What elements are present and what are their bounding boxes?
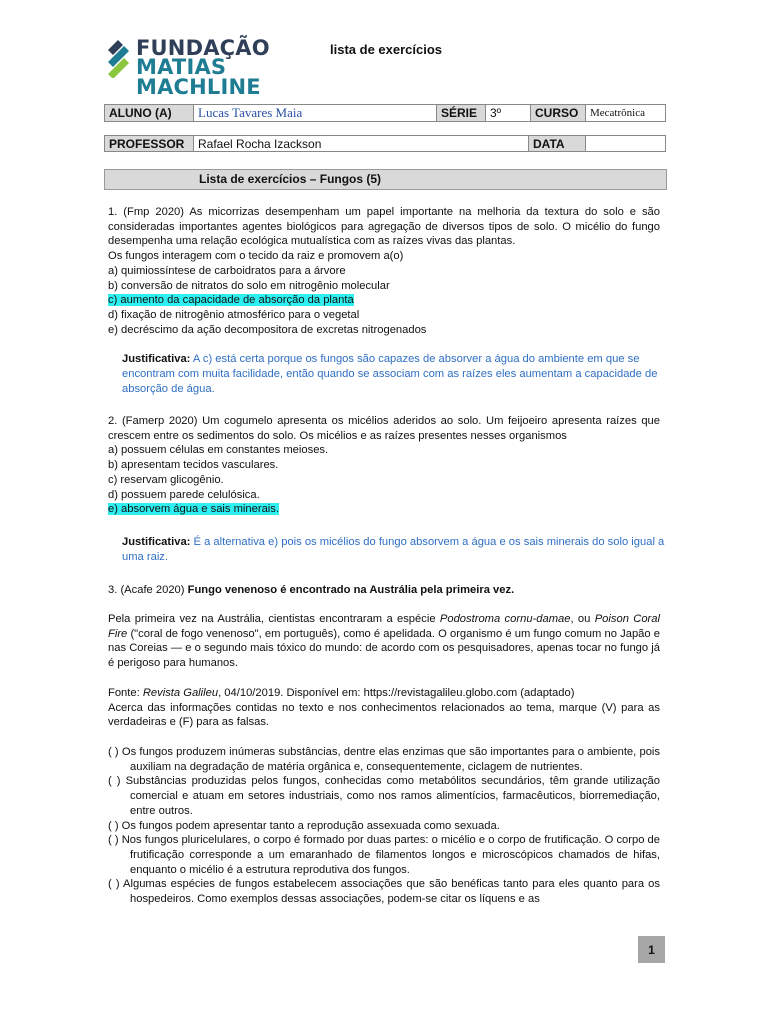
q3-source-b: , 04/10/2019. Disponível em: https://revistagalileu.globo.com (adaptado) (218, 687, 575, 699)
q3-item: ( ) Os fungos podem apresentar tanto a reprodução assexuada como sexuada. (108, 819, 500, 832)
serie-value[interactable]: 3º (486, 105, 531, 122)
q2-stem: 2. (Famerp 2020) Um cogumelo apresenta os micélios aderidos ao solo. Um feijoeiro apresenta raízes que crescem entre os sedimentos do solo. Os micélios e as raízes presentes nesses organismos (108, 415, 660, 442)
q3-item: ( ) Substâncias produzidas pelos fungos, conhecidas como metabólitos secundários, têm grande utilização comercial e atuam em setores industriais, como nos ramos alimentícios, farmacêuticos, biorremediação, entre outros. (108, 775, 660, 817)
q3-item: ( ) Algumas espécies de fungos estabelecem associações que são benéficas tanto para eles quanto para os hospedeiros. Como exemplos dessas associações, podem-se citar os líquens e as (108, 878, 660, 906)
q2-just-text: É a alternativa e) pois os micélios do fungo absorvem a água e os sais minerais do solo igual a uma raiz. (122, 536, 665, 563)
foundation-logo (106, 36, 316, 99)
q2-option-d: d) possuem parede celulósica. (108, 488, 260, 501)
q1-stem: 1. (Fmp 2020) As micorrizas desempenham um papel importante na melhoria da textura do solo e são consideradas importantes agentes biológicos para agregação de diversos tipos de solo. O micélio do fungo desempenha uma relação ecológica mutualística com as raízes vivas das plantas. (108, 206, 660, 248)
q2-option-b: b) apresentam tecidos vasculares. (108, 459, 279, 472)
q2-option-c: c) reservam glicogênio. (108, 473, 224, 486)
curso-label: CURSO (531, 105, 586, 122)
professor-label: PROFESSOR (105, 136, 194, 152)
q3-species: Podostroma cornu-damae (439, 613, 571, 625)
q1-option-d: d) fixação de nitrogênio atmosférico para o vegetal (108, 308, 360, 321)
q3-instruction: Acerca das informações contidas no texto e nos conhecimentos relacionados ao tema, marque (V) para as verdadeiras e (F) para as falsas. (108, 701, 660, 729)
q2-justification (122, 535, 670, 565)
q3-true-false-items (108, 745, 660, 907)
curso-value[interactable]: Mecatrônica (586, 105, 666, 122)
q3-number: 3. (Acafe 2020) (108, 584, 185, 596)
logo-line1: FUNDAÇÃO (136, 36, 270, 60)
q1-option-e: e) decréscimo da ação decompositora de excretas nitrogenados (108, 323, 427, 336)
aluno-label: ALUNO (A) (105, 105, 194, 122)
q3-source (108, 686, 660, 730)
q3-common-name: Poison Coral Fire (108, 613, 660, 640)
q1-option-a: a) quimiossíntese de carboidratos para a árvore (108, 264, 346, 277)
page-number-box (638, 936, 665, 963)
question-3-heading (108, 583, 660, 598)
data-label: DATA (529, 136, 586, 152)
aluno-value[interactable]: Lucas Tavares Maia (194, 105, 437, 122)
q3-item: ( ) Nos fungos pluricelulares, o corpo é formado por duas partes: o micélio e o corpo de frutificação. O corpo de frutificação corresponde a um emaranhado de filamentos longos e microscópicos chamados de hifas, enquanto o micélio é a estrutura reprodutiva dos fungos. (108, 834, 660, 876)
q3-p1-a: Pela primeira vez na Austrália, cientistas encontraram a espécie (108, 613, 436, 625)
document-title: lista de exercícios (330, 42, 443, 57)
question-1 (108, 205, 660, 337)
logo-mark-icon (106, 38, 132, 78)
q3-p1-b: , ou (570, 613, 591, 625)
q3-item: ( ) Os fungos produzem inúmeras substâncias, dentre elas enzimas que são importantes para o ambiente, pois auxiliam na degradação de matéria orgânica e, consequentemente, ciclagem de nutrientes. (108, 746, 660, 773)
q2-option-e-highlighted: e) absorvem água e sais minerais. (108, 503, 279, 516)
q1-just-text: A c) está certa porque os fungos são capazes de absorver a água do ambiente em que se encontram com muita facilidade, então quando se associam com as raízes eles aumentam a capacidade de absorção de água. (122, 353, 658, 395)
q3-paragraph (108, 612, 660, 671)
q1-option-b: b) conversão de nitratos do solo em nitrogênio molecular (108, 279, 390, 292)
list-title: Lista de exercícios – Fungos (5) (199, 172, 382, 186)
q2-just-label: Justificativa: (122, 536, 191, 548)
q2-option-a: a) possuem células em constantes meioses. (108, 444, 329, 457)
logo-line2: MATIAS MACHLINE (136, 55, 261, 99)
data-value[interactable] (586, 136, 666, 152)
list-title-bar (104, 169, 667, 190)
q1-justification (122, 352, 670, 397)
q1-option-c-highlighted: c) aumento da capacidade de absorção da planta (108, 294, 354, 307)
q3-headline: Fungo venenoso é encontrado na Austrália pela primeira vez. (187, 584, 515, 596)
serie-label: SÉRIE (437, 105, 486, 122)
question-2 (108, 414, 660, 517)
page-number: 1 (648, 943, 655, 957)
professor-value[interactable]: Rafael Rocha Izackson (194, 136, 529, 152)
student-info-table (104, 104, 666, 122)
q3-p1-c: ("coral de fogo venenoso", em português), como é apelidada. O organismo é um fungo comum no Japão e nas Coreias — e o segundo mais tóxico do mundo: de acordo com os pesquisadores, apenas tocar no fungo já é perigoso para humanos. (108, 627, 660, 670)
professor-info-table (104, 135, 666, 152)
q3-source-journal: Revista Galileu (142, 687, 219, 699)
q1-just-label: Justificativa: (122, 353, 191, 365)
q3-source-a: Fonte: (108, 687, 140, 699)
q1-prompt: Os fungos interagem com o tecido da raiz e promovem a(o) (108, 250, 404, 263)
